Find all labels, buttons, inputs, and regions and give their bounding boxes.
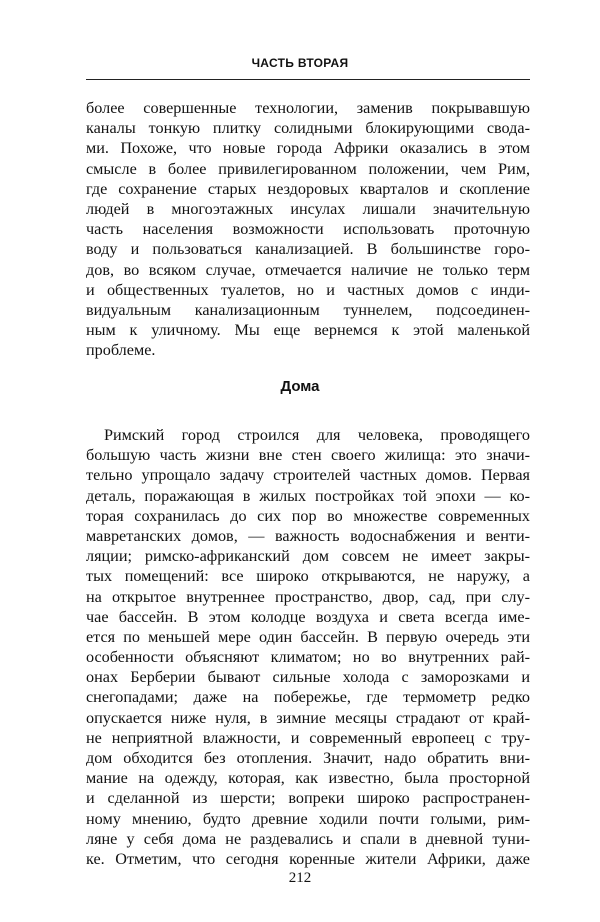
text-line: на открытое внутреннее пространство, двор, сад, при слу- (86, 587, 530, 606)
text-line: дом обходится без отопления. Значит, надо обратить вни- (86, 749, 530, 767)
paragraph-2 (86, 425, 530, 869)
text-line: ному мнению, будто древние ходили почти голыми, рим- (86, 809, 530, 828)
text-line: мавретанских домов, — важность водоснабжения и венти- (86, 526, 530, 545)
text-line: часть населения возможности использовать проточную (86, 220, 530, 239)
text-line: опускается ниже нуля, в зимние месяцы страдают от край- (86, 708, 530, 727)
text-line: торая сохранилась до сих пор во множестве современных (86, 506, 530, 525)
text-line: и сделанной из шерсти; вопреки широко распространен- (86, 789, 530, 808)
text-line: где сохранение старых нездоровых кварталов и скопление (86, 179, 530, 198)
text-line: особенности объясняют климатом; но во внутренних рай- (86, 648, 530, 667)
text-line: более совершенные технологии, заменив покрывавшую (86, 99, 530, 117)
text-line: снегопадами; даже на побережье, где термометр редко (86, 688, 530, 707)
text-line: деталь, поражающая в жилых постройках той эпохи — ко- (86, 486, 530, 505)
text-line: дов, во всяком случае, отмечается наличие не только терм (86, 260, 530, 279)
text-line: не неприятной влажности, и современный европеец с тру- (86, 728, 530, 747)
text-line: видуальным канализационным туннелем, подсоединен- (86, 300, 530, 319)
text-line: смысле в более привилегированном положении, чем Рим, (86, 159, 530, 178)
text-line: мание на одежду, которая, как известно, была просторной (86, 769, 530, 788)
text-line: воду и пользоваться канализацией. В большинстве горо- (86, 240, 530, 259)
text-line: большую часть жизни вне стен своего жилища: это значи- (86, 446, 530, 465)
running-title: ЧАСТЬ ВТОРАЯ (251, 56, 349, 70)
page-number: 212 (288, 870, 312, 886)
text-line: ляне у себя дома не раздевались и спали в дневной туни- (86, 829, 530, 848)
text-line: ляции; римско-африканский дом совсем не имеет закры- (86, 547, 530, 566)
text-line: тельно упрощало задачу строителей частных домов. Первая (86, 466, 530, 485)
text-line: проблеме. (86, 341, 156, 360)
text-line: онах Берберии бывают сильные холода с заморозками и (86, 668, 530, 687)
text-line: и общественных туалетов, но и частных домов с инди- (86, 280, 530, 299)
text-line: каналы тонкую плитку солидными блокирующими свода- (86, 119, 530, 138)
text-line: ется по меньшей мере один бассейн. В первую очередь эти (86, 627, 530, 646)
section-heading: Дома (280, 378, 320, 395)
text-line: людей в многоэтажных инсулах лишали значительную (86, 199, 530, 218)
header-rule (86, 79, 530, 80)
text-line: ке. Отметим, что сегодня коренные жители Африки, даже (86, 849, 530, 868)
text-line: Римский город строился для человека, проводящего (104, 426, 530, 444)
text-line: тых помещений: все широко открываются, не наружу, а (86, 567, 530, 586)
text-line: ным к уличному. Мы еще вернемся к этой маленькой (86, 321, 530, 340)
text-line: чае бассейн. В этом колодце воздуха и света всегда име- (86, 607, 530, 626)
text-line: ми. Похоже, что новые города Африки оказались в этом (86, 139, 530, 158)
paragraph-1 (86, 98, 530, 360)
